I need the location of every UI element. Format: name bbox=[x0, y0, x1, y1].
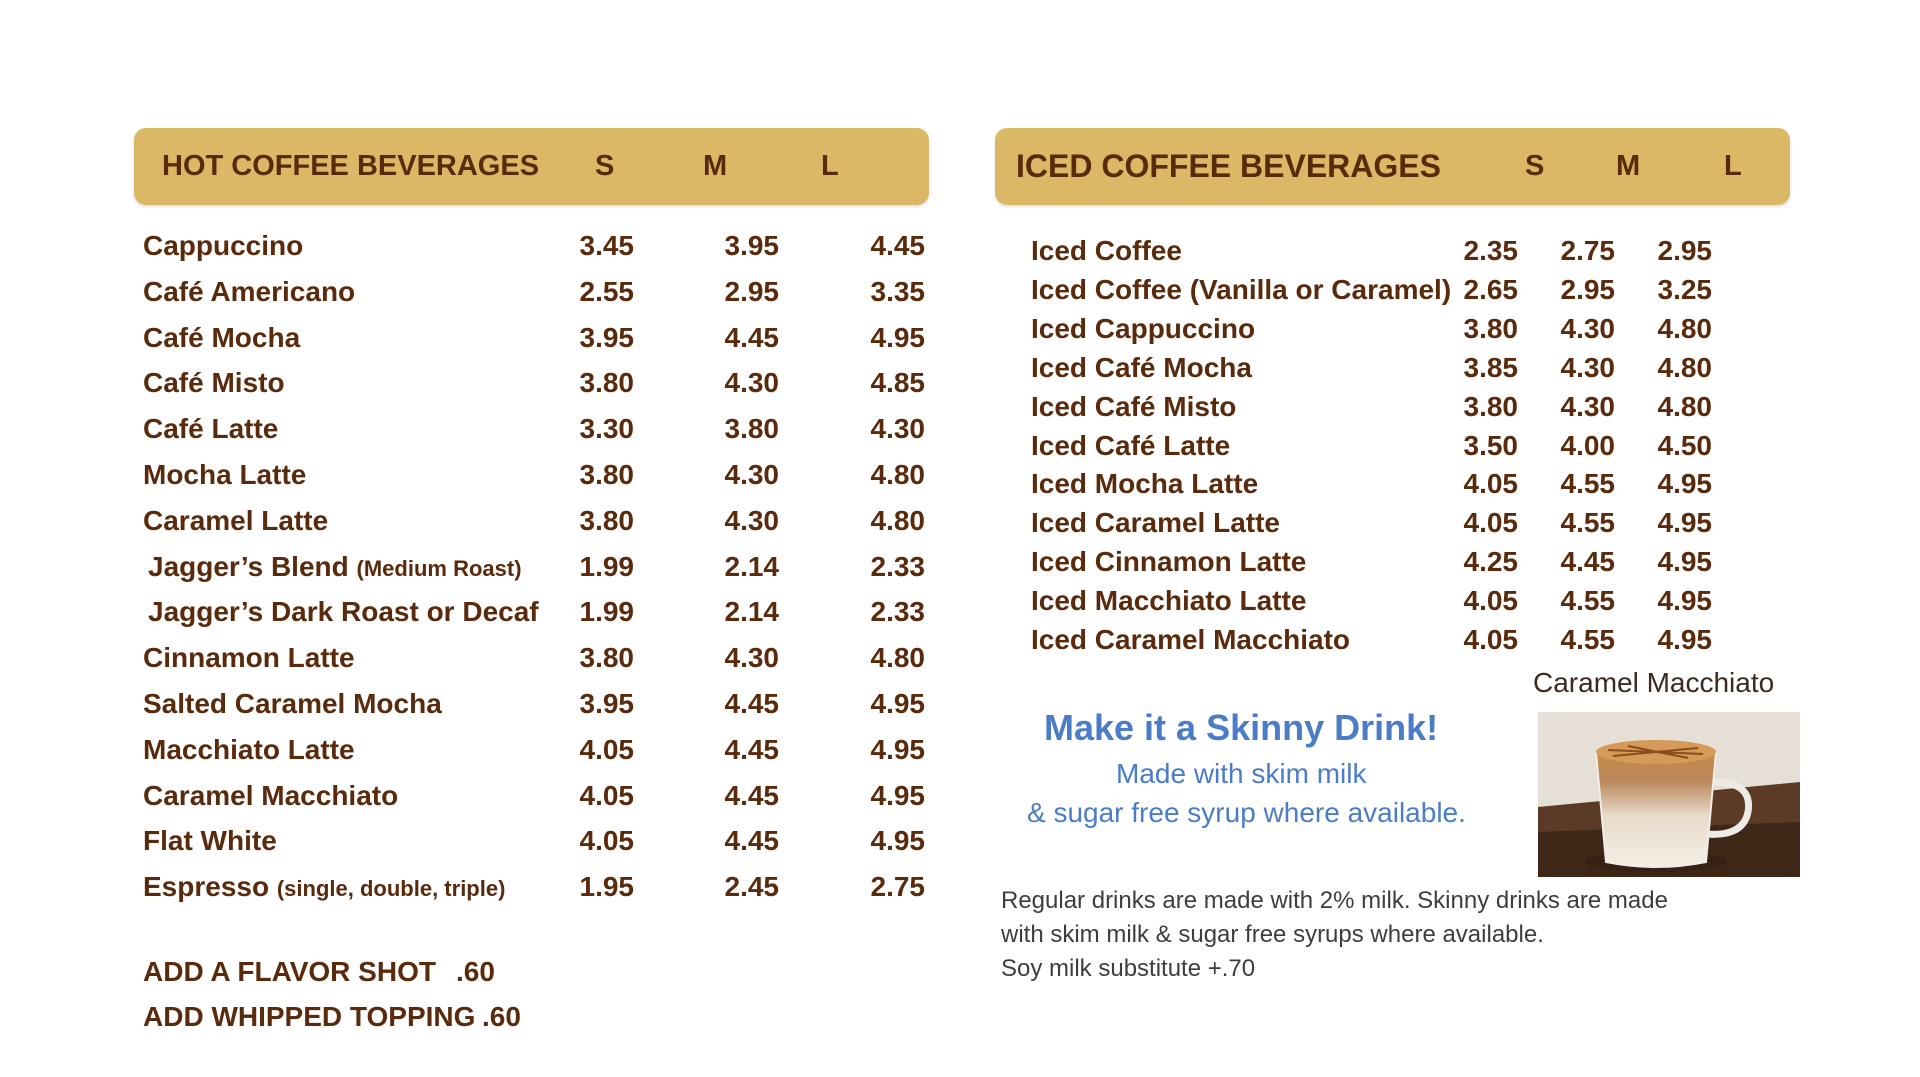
menu-item-row bbox=[0, 864, 940, 910]
price-small: 4.05 bbox=[579, 779, 634, 811]
menu-item-row bbox=[0, 681, 940, 727]
price-medium: 4.30 bbox=[724, 459, 779, 490]
price-small: 3.80 bbox=[579, 504, 634, 536]
item-name: Café Misto bbox=[143, 367, 285, 399]
item-name: Jagger’s Blend bbox=[148, 550, 349, 582]
item-name: Cappuccino bbox=[143, 230, 304, 261]
coffee-cup-icon bbox=[1538, 712, 1800, 877]
size-large-label: L bbox=[821, 150, 839, 182]
price-medium: 4.30 bbox=[1560, 312, 1615, 344]
menu-item-row bbox=[0, 270, 1800, 309]
price-large: 3.35 bbox=[870, 275, 925, 307]
item-name: Iced Caramel Latte bbox=[1031, 507, 1280, 539]
price-small: 3.80 bbox=[579, 367, 634, 399]
price-small: 3.85 bbox=[1463, 351, 1518, 383]
price-small: 4.05 bbox=[1463, 624, 1518, 655]
addon-label: ADD A FLAVOR SHOT bbox=[143, 956, 436, 987]
price-small: 4.25 bbox=[1463, 546, 1518, 578]
menu-item-row bbox=[0, 231, 1800, 270]
price-small: 3.80 bbox=[579, 459, 634, 490]
price-medium: 4.55 bbox=[1560, 624, 1615, 655]
price-medium: 4.55 bbox=[1560, 468, 1615, 500]
item-name: Flat White bbox=[143, 825, 277, 857]
item-name: Mocha Latte bbox=[143, 459, 307, 490]
price-medium: 4.55 bbox=[1560, 585, 1615, 617]
menu-item-row bbox=[0, 348, 1800, 387]
item-name: Iced Macchiato Latte bbox=[1031, 585, 1307, 617]
item-name: Café Americano bbox=[143, 275, 356, 307]
item-name: Cinnamon Latte bbox=[143, 642, 355, 674]
size-small-label: S bbox=[595, 150, 615, 182]
price-large: 4.50 bbox=[1657, 429, 1712, 461]
price-large: 4.95 bbox=[870, 321, 925, 353]
price-small: 1.99 bbox=[579, 596, 634, 628]
price-small: 2.65 bbox=[1463, 273, 1518, 305]
size-medium-label: M bbox=[1616, 150, 1641, 182]
price-small: 3.80 bbox=[579, 642, 634, 674]
price-medium: 4.55 bbox=[1560, 507, 1615, 539]
price-large: 4.30 bbox=[870, 413, 925, 445]
menu-item-row bbox=[0, 503, 1800, 542]
addon-whipped-topping bbox=[143, 1001, 521, 1033]
menu-item-row bbox=[0, 620, 1800, 659]
price-large: 4.80 bbox=[870, 642, 925, 674]
price-small: 4.05 bbox=[1463, 468, 1518, 500]
item-name: Iced Coffee bbox=[1031, 235, 1182, 266]
addon-label: ADD WHIPPED TOPPING bbox=[143, 1001, 476, 1032]
price-large: 4.95 bbox=[1657, 624, 1712, 655]
milk-footnote bbox=[1001, 884, 1668, 986]
price-medium: 4.45 bbox=[724, 321, 779, 353]
item-name: Iced Cinnamon Latte bbox=[1031, 546, 1307, 578]
price-large: 4.80 bbox=[870, 459, 925, 490]
footnote-line: with skim milk & sugar free syrups where available. bbox=[1001, 921, 1544, 948]
price-large: 4.80 bbox=[1657, 390, 1712, 422]
price-medium: 4.45 bbox=[724, 688, 779, 719]
iced-coffee-title: ICED COFFEE BEVERAGES bbox=[1016, 148, 1441, 184]
price-large: 4.95 bbox=[870, 825, 925, 857]
price-medium: 4.30 bbox=[1560, 390, 1615, 422]
price-small: 3.45 bbox=[579, 230, 634, 261]
price-small: 2.55 bbox=[579, 275, 634, 307]
item-note: (Medium Roast) bbox=[356, 555, 522, 581]
skinny-promo-title: Make it a Skinny Drink! bbox=[1044, 707, 1439, 748]
menu-item-row bbox=[0, 818, 940, 864]
item-name: Iced Caramel Macchiato bbox=[1031, 624, 1351, 655]
menu-item-row bbox=[0, 309, 1800, 348]
menu-item-row bbox=[0, 387, 1800, 426]
item-name-group bbox=[143, 864, 505, 912]
price-large: 4.95 bbox=[1657, 546, 1712, 578]
price-large: 4.95 bbox=[870, 733, 925, 765]
iced-coffee-header bbox=[995, 128, 1790, 205]
price-medium: 4.00 bbox=[1560, 429, 1615, 461]
item-name: Jagger’s Dark Roast or Decaf bbox=[148, 596, 539, 628]
price-medium: 4.45 bbox=[724, 825, 779, 857]
price-medium: 4.30 bbox=[1560, 351, 1615, 383]
price-small: 4.05 bbox=[579, 825, 634, 857]
item-note: (single, double, triple) bbox=[276, 876, 506, 902]
price-medium: 3.80 bbox=[724, 413, 779, 445]
menu-item-row bbox=[0, 727, 940, 773]
price-small: 4.05 bbox=[1463, 585, 1518, 617]
addon-price: .60 bbox=[482, 1001, 521, 1032]
price-small: 3.95 bbox=[579, 321, 634, 353]
menu-item-row bbox=[0, 426, 1800, 465]
price-medium: 2.45 bbox=[724, 871, 779, 903]
price-large: 4.95 bbox=[1657, 507, 1712, 539]
menu-item-row bbox=[0, 542, 1800, 581]
price-large: 4.95 bbox=[1657, 468, 1712, 500]
price-large: 3.25 bbox=[1657, 273, 1712, 305]
price-medium: 2.95 bbox=[724, 275, 779, 307]
item-name: Iced Café Mocha bbox=[1031, 351, 1252, 383]
price-medium: 4.45 bbox=[724, 779, 779, 811]
hot-coffee-title: HOT COFFEE BEVERAGES bbox=[162, 150, 540, 182]
price-large: 2.33 bbox=[870, 550, 925, 582]
item-name: Caramel Latte bbox=[143, 504, 329, 536]
item-name: Iced Coffee (Vanilla or Caramel) bbox=[1031, 273, 1452, 305]
item-name: Caramel Macchiato bbox=[143, 779, 399, 811]
item-name: Iced Cappuccino bbox=[1031, 312, 1256, 344]
footnote-line: Soy milk substitute +.70 bbox=[1001, 955, 1256, 982]
price-small: 3.80 bbox=[1463, 312, 1518, 344]
price-small: 1.95 bbox=[579, 871, 634, 903]
price-large: 4.80 bbox=[870, 504, 925, 536]
price-medium: 4.30 bbox=[724, 642, 779, 674]
price-large: 2.95 bbox=[1657, 235, 1712, 266]
item-name: Iced Mocha Latte bbox=[1031, 468, 1259, 500]
price-medium: 2.95 bbox=[1560, 273, 1615, 305]
item-name: Macchiato Latte bbox=[143, 733, 355, 765]
menu-item-row bbox=[0, 581, 1800, 620]
price-medium: 4.30 bbox=[724, 504, 779, 536]
caramel-macchiato-photo bbox=[1538, 712, 1800, 877]
price-small: 1.99 bbox=[579, 550, 634, 582]
price-large: 4.95 bbox=[1657, 585, 1712, 617]
price-large: 2.75 bbox=[870, 871, 925, 903]
price-medium: 2.75 bbox=[1560, 235, 1615, 266]
price-small: 4.05 bbox=[579, 733, 634, 765]
price-large: 4.85 bbox=[870, 367, 925, 399]
price-large: 4.45 bbox=[870, 230, 925, 261]
price-medium: 4.30 bbox=[724, 367, 779, 399]
menu-item-row bbox=[0, 773, 940, 819]
size-medium-label: M bbox=[703, 150, 728, 182]
price-small: 3.95 bbox=[579, 688, 634, 719]
price-medium: 4.45 bbox=[1560, 546, 1615, 578]
skinny-promo-line1: Made with skim milk bbox=[1116, 758, 1367, 789]
hot-coffee-header bbox=[134, 128, 929, 205]
price-small: 4.05 bbox=[1463, 507, 1518, 539]
size-small-label: S bbox=[1525, 150, 1545, 182]
footnote-line: Regular drinks are made with 2% milk. Skinny drinks are made bbox=[1001, 887, 1668, 914]
price-small: 3.30 bbox=[579, 413, 634, 445]
price-medium: 4.45 bbox=[724, 733, 779, 765]
item-name: Espresso bbox=[143, 871, 270, 903]
price-small: 2.35 bbox=[1463, 235, 1518, 266]
price-medium: 2.14 bbox=[724, 596, 779, 628]
skinny-promo-line2: & sugar free syrup where available. bbox=[1027, 797, 1466, 828]
price-large: 4.95 bbox=[870, 688, 925, 719]
size-large-label: L bbox=[1724, 150, 1742, 182]
item-name: Café Mocha bbox=[143, 321, 301, 353]
price-large: 4.95 bbox=[870, 779, 925, 811]
photo-caption: Caramel Macchiato bbox=[1533, 667, 1775, 698]
price-medium: 3.95 bbox=[724, 230, 779, 261]
price-large: 4.80 bbox=[1657, 312, 1712, 344]
addon-price: .60 bbox=[456, 956, 495, 987]
item-name: Iced Café Misto bbox=[1031, 390, 1237, 422]
price-small: 3.50 bbox=[1463, 429, 1518, 461]
price-large: 4.80 bbox=[1657, 351, 1712, 383]
item-name: Café Latte bbox=[143, 413, 279, 445]
addon-flavor-shot bbox=[143, 956, 495, 988]
item-name: Salted Caramel Mocha bbox=[143, 688, 442, 719]
item-name: Iced Café Latte bbox=[1031, 429, 1231, 461]
price-medium: 2.14 bbox=[724, 550, 779, 582]
price-large: 2.33 bbox=[870, 596, 925, 628]
menu-item-row bbox=[0, 464, 1800, 503]
price-small: 3.80 bbox=[1463, 390, 1518, 422]
